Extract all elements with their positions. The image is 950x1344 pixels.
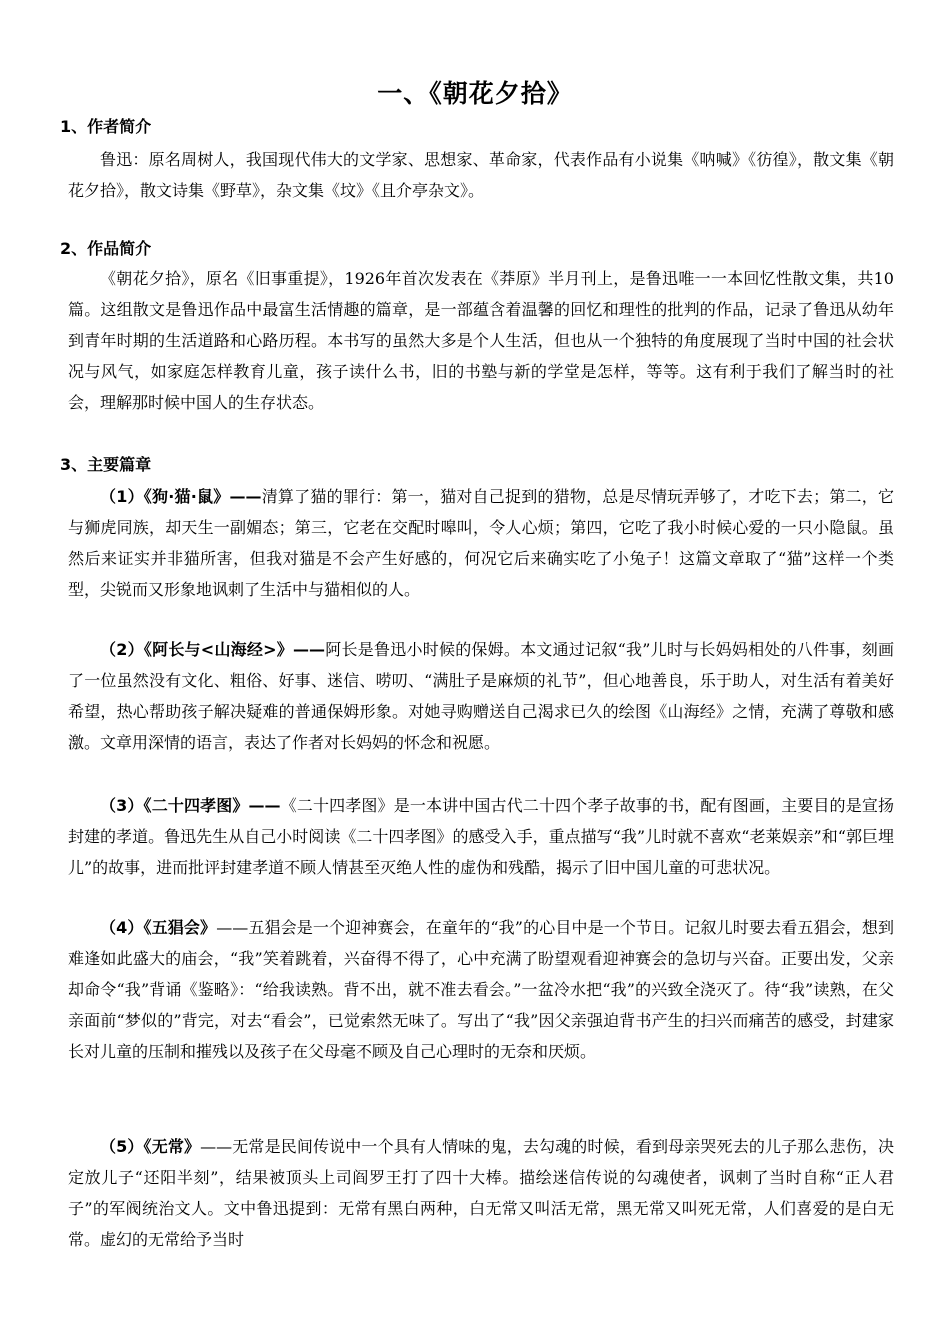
chapter-title: （2）《阿长与<山海经>》—— (100, 640, 326, 659)
section-heading-author: 1、作者简介 (60, 117, 152, 136)
chapter-item (68, 790, 894, 883)
chapter-title: （5）《无常》 (100, 1137, 201, 1156)
chapter-summary: ——五猖会是一个迎神赛会，在童年的“我”的心目中是一个节日。记叙儿时要去看五猖会，想到难逢如此盛大的庙会，“我”笑着跳着，兴奋得不得了，心中充满了盼望观看迎神赛会的急切与兴奋。正要出发，父亲却命令“我”背诵《鉴略》：“给我读熟。背不出，就不准去看会。”一盆冷水把“我”的兴致全浇灭了。待“我”读熟，在父亲面前“梦似的”背完，对去“看会”，已觉索然无味了。写出了“我”因父亲强迫背书产生的扫兴而痛苦的感受，封建家长对儿童的压制和摧残以及孩子在父母毫不顾及自己心理时的无奈和厌烦。 (68, 918, 894, 1061)
chapter-title: （3）《二十四孝图》—— (100, 796, 281, 815)
chapter-item (68, 481, 894, 605)
paragraph-author-intro: 鲁迅：原名周树人，我国现代伟大的文学家、思想家、革命家，代表作品有小说集《呐喊》《彷徨》，散文集《朝花夕拾》，散文诗集《野草》，杂文集《坟》《且介亭杂文》。 (68, 150, 894, 200)
chapter-summary: ——无常是民间传说中一个具有人情味的鬼，去勾魂的时候，看到母亲哭死去的儿子那么悲伤，决定放儿子“还阳半刻”，结果被顶头上司阎罗王打了四十大棒。描绘迷信传说的勾魂使者，讽刺了当时自称“正人君子”的军阀统治文人。文中鲁迅提到：无常有黑白两种，白无常又叫活无常，黑无常又叫死无常，人们喜爱的是白无常。虚幻的无常给予当时 (68, 1137, 894, 1249)
chapter-item (68, 634, 894, 758)
chapter-summary: 《二十四孝图》是一本讲中国古代二十四个孝子故事的书，配有图画，主要目的是宣扬封建的孝道。鲁迅先生从自己小时阅读《二十四孝图》的感受入手，重点描写“我”儿时就不喜欢“老莱娱亲”和“郭巨埋儿”的故事，进而批评封建孝道不顾人情甚至灭绝人性的虚伪和残酷，揭示了旧中国儿童的可悲状况。 (68, 796, 894, 877)
section-heading-work: 2、作品简介 (60, 239, 152, 258)
chapter-item (68, 912, 894, 1067)
section-heading-chapters: 3、主要篇章 (60, 455, 152, 474)
paragraph-work-intro: 《朝花夕拾》，原名《旧事重提》，1926年首次发表在《莽原》半月刊上，是鲁迅唯一一本回忆性散文集，共10篇。这组散文是鲁迅作品中最富生活情趣的篇章，是一部蕴含着温馨的回忆和理性的批判的作品，记录了鲁迅从幼年到青年时期的生活道路和心路历程。本书写的虽然大多是个人生活，但也从一个独特的角度展现了当时中国的社会状况与风气，如家庭怎样教育儿童，孩子读什么书，旧的书塾与新的学堂是怎样，等等。这有利于我们了解当时的社会，理解那时候中国人的生存状态。 (68, 269, 894, 412)
chapter-summary: 清算了猫的罪行：第一，猫对自己捉到的猎物，总是尽情玩弄够了，才吃下去；第二，它与狮虎同族，却天生一副媚态；第三，它老在交配时嗥叫，令人心烦；第四，它吃了我小时候心爱的一只小隐鼠。虽然后来证实并非猫所害，但我对猫是不会产生好感的，何况它后来确实吃了小兔子！这篇文章取了“猫”这样一个类型，尖锐而又形象地讽刺了生活中与猫相似的人。 (68, 487, 894, 599)
chapter-item (68, 1131, 894, 1255)
page-title: 一、《朝花夕拾》 (377, 79, 573, 108)
chapter-title: （4）《五猖会》 (100, 918, 217, 937)
chapter-summary: 阿长是鲁迅小时候的保姆。本文通过记叙“我”儿时与长妈妈相处的八件事，刻画了一位虽然没有文化、粗俗、好事、迷信、唠叨、“满肚子是麻烦的礼节”，但心地善良，乐于助人，对生活有着美好希望，热心帮助孩子解决疑难的普通保姆形象。对她寻购赠送自己渴求已久的绘图《山海经》之情，充满了尊敬和感激。文章用深情的语言，表达了作者对长妈妈的怀念和祝愿。 (68, 640, 894, 752)
chapter-title: （1）《狗·猫·鼠》—— (100, 487, 262, 506)
